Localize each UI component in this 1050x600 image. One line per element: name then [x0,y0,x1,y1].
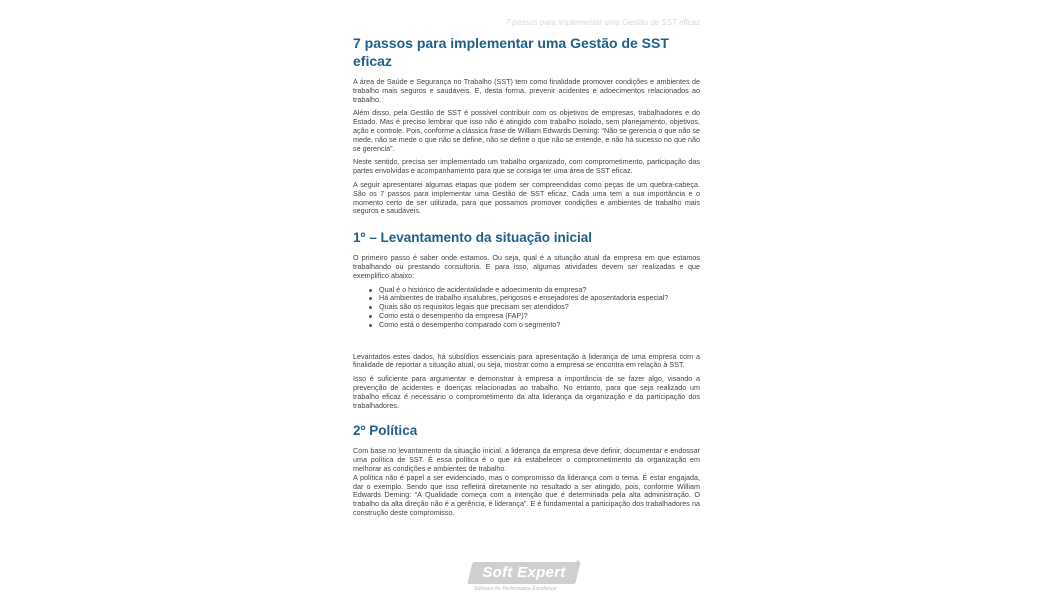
bullet-item: Há ambientes de trabalho insalubres, perigosos e ensejadores de aposentadoria especial? [369,294,700,303]
bullet-dot-icon [369,315,372,318]
section-1-bullet-list [369,286,700,330]
section-1-heading: 1º – Levantamento da situação inicial [353,230,593,246]
section-1-paragraph: Levantados estes dados, há subsídios essenciais para apresentação à liderança de uma empresa com a finalidade de reportar a situação atual, ou seja, mostrar como a empresa se encontra em relação à SST. [353,351,700,370]
section-2-heading: 2º Política [353,423,418,439]
running-header: 7 passos para implementar uma Gestão de SST eficaz [505,18,700,27]
bullet-dot-icon [369,306,372,309]
bullet-item: Quais são os requisitos legais que precisam ser atendidos? [369,303,700,312]
intro-paragraph: A seguir apresentarei algumas etapas que podem ser compreendidas como peças de um quebra-cabeça. São os 7 passos para implementar uma Gestão de SST eficaz. Cada uma tem a sua importância e o momento certo de ser utilizada, para que possamos promover condições e ambientes de trabalho mais seguros e saudáveis. [353,179,700,216]
section-1-lead: O primeiro passo é saber onde estamos. Ou seja, qual é a situação atual da empresa em que estamos trabalhando ou prestando consultoria. E para isso, algumas atividades devem ser realizadas e que exemplifico abaixo: [353,253,700,280]
logo-tagline: Software for Performance Excellence [474,586,557,592]
intro-paragraph: Neste sentido, precisa ser implementado um trabalho organizado, com comprometimento, participação das partes envolvidas e acompanhamento para que se consiga ter uma área de SST eficaz. [353,157,700,176]
bullet-dot-icon [369,289,372,292]
bullet-dot-icon [369,297,372,300]
intro-paragraph: Além disso, pela Gestão de SST é possível contribuir com os objetivos de empresas, trabalhadores e do Estado. Mas é preciso lembrar que isso não é atingido com trabalho isolado, sem planejamento, objetivos, ação e controle. Pois, conforme a clássica frase de William Edwards Deming: “Não se gerencia o que não se mede, não se mede o que não se define, não se define o que não se entende, e não há sucesso no que não se gerencia”. [353,108,700,153]
section-2-paragraph: Com base no levantamento da situação inicial, a liderança da empresa deve definir, documentar e endossar uma política de SST. É essa política é o que irá estabelecer o comprometimento da organização em melhorar as condições e ambientes de trabalho. [353,446,700,473]
section-1-paragraph: Isso é suficiente para argumentar e demonstrar à empresa a importância de se fazer algo, visando a prevenção de acidentes e doenças relacionadas ao trabalho. No entanto, para que seja realizado um trabalho eficaz é necessário o comprometimento da alta liderança da organização e da participação dos trabalhadores. [353,374,700,410]
logo-wordmark: Soft Expert [482,564,566,581]
section-2-paragraph: A política não é papel a ser evidenciado, mas o compromisso da liderança com o tema. É estar engajada, dar o exemplo. Sendo que isso refletirá diretamente no resultado a ser atingido, pois, conforme William Edwards Deming: “A Qualidade começa com a intenção que é determinada pela alta administração. O trabalho da alta direção não é a gerência, é liderança”. E é fundamental a participação dos trabalhadores na construção deste compromisso. [353,472,700,517]
intro-paragraph: A área de Saúde e Segurança no Trabalho (SST) tem como finalidade promover condições e ambientes de trabalho mais seguros e saudáveis. E, desta forma, prevenir acidentes e adoecimentos relacionados ao trabalho. [353,77,700,104]
document-page [353,34,700,523]
document-title: 7 passos para implementar uma Gestão de SST eficaz [353,35,669,69]
registered-mark: ® [576,560,580,566]
softexpert-logo [470,562,580,596]
bullet-dot-icon [369,324,372,327]
bullet-item: Como está o desempenho comparado com o segmento? [369,321,700,330]
bullet-item: Qual é o histórico de acidentalidade e adoecimento da empresa? [369,286,700,295]
bullet-item: Como está o desempenho da empresa (FAP)? [369,312,700,321]
